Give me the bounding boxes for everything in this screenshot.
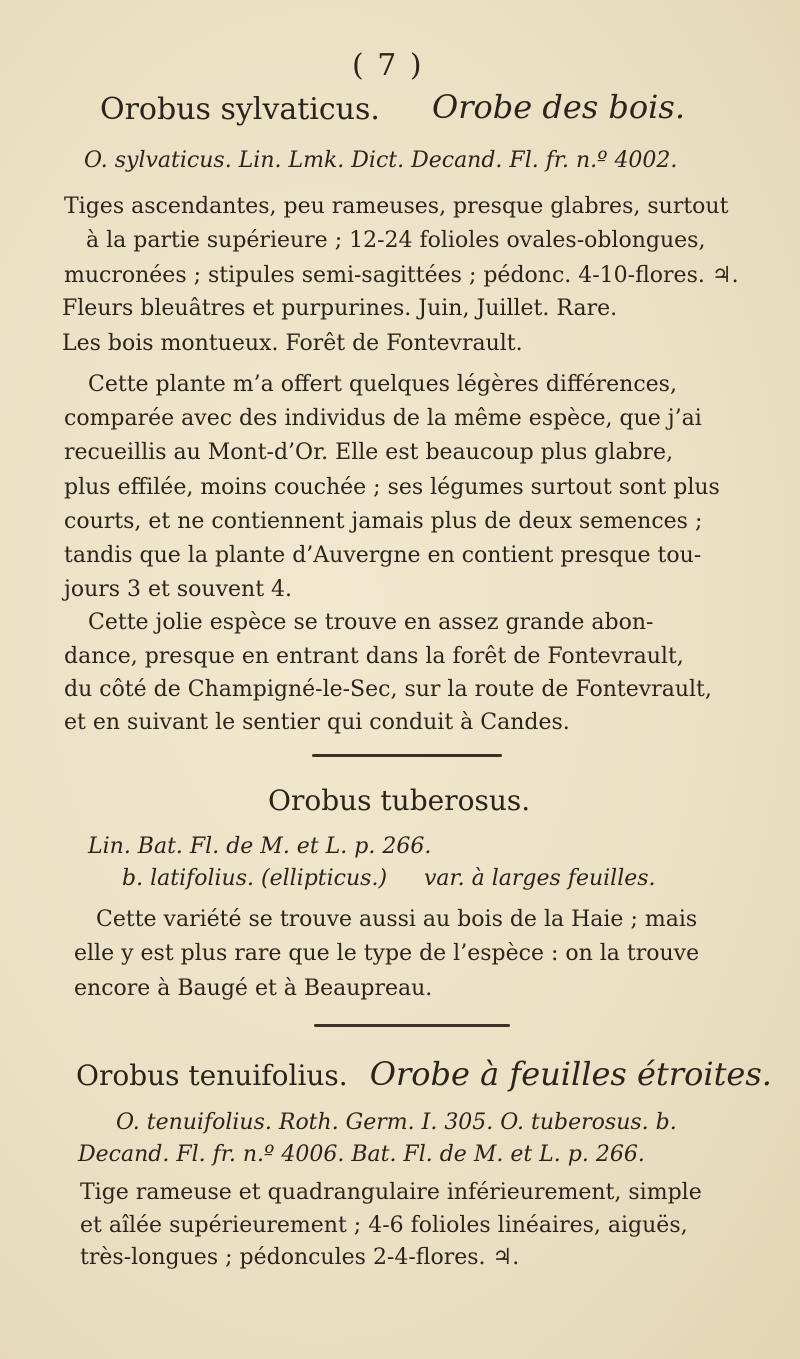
paragraph-line: et en suivant le sentier qui conduit à Candes.: [64, 710, 570, 735]
species-reference: O. tenuifolius. Roth. Germ. I. 305. O. tuberosus. b.: [116, 1110, 677, 1135]
paragraph-line: plus effilée, moins couchée ; ses légumes surtout sont plus: [64, 475, 720, 500]
description-line: Tiges ascendantes, peu rameuses, presque glabres, surtout: [64, 194, 729, 219]
section-title-orobus-sylvaticus: [100, 88, 685, 127]
paragraph-line: tandis que la plante d’Auvergne en contient presque tou-: [64, 543, 702, 568]
paragraph-line: comparée avec des individus de la même espèce, que j’ai: [64, 406, 702, 431]
description-line: à la partie supérieure ; 12-24 folioles ovales-oblongues,: [86, 228, 706, 253]
variety-note: var. à larges feuilles.: [424, 866, 656, 891]
description-line: et aîlée supérieurement ; 4-6 folioles linéaires, aiguës,: [80, 1213, 688, 1238]
paragraph-line: du côté de Champigné-le-Sec, sur la route de Fontevrault,: [64, 677, 712, 702]
title-french: Orobe des bois.: [432, 88, 685, 126]
description-line: mucronées ; stipules semi-sagittées ; pédonc. 4-10-flores. ♃.: [64, 263, 739, 288]
paragraph-line: elle y est plus rare que le type de l’espèce : on la trouve: [74, 941, 700, 966]
species-reference: O. sylvaticus. Lin. Lmk. Dict. Decand. Fl. fr. n.º 4002.: [84, 148, 678, 173]
paragraph-line: Cette jolie espèce se trouve en assez grande abon-: [88, 610, 654, 635]
paragraph-line: Cette plante m’a offert quelques légères différences,: [88, 372, 677, 397]
species-reference: Decand. Fl. fr. n.º 4006. Bat. Fl. de M. et L. p. 266.: [78, 1142, 645, 1167]
paragraph-line: courts, et ne contiennent jamais plus de deux semences ;: [64, 509, 703, 534]
title-french: Orobe à feuilles étroites.: [369, 1055, 772, 1093]
section-title-orobus-tenuifolius: [76, 1055, 772, 1093]
section-title-orobus-tuberosus: Orobus tuberosus.: [268, 784, 531, 817]
paragraph-line: jours 3 et souvent 4.: [64, 577, 293, 602]
description-line: Les bois montueux. Forêt de Fontevrault.: [62, 331, 523, 356]
paragraph-line: dance, presque en entrant dans la forêt de Fontevrault,: [64, 644, 684, 669]
page-number: ( 7 ): [352, 48, 424, 83]
title-latin: Orobus sylvaticus.: [100, 92, 380, 127]
variety-name: b. latifolius. (ellipticus.): [122, 866, 388, 891]
title-latin: Orobus tenuifolius.: [76, 1059, 348, 1092]
paragraph-line: encore à Baugé et à Beaupreau.: [74, 976, 433, 1001]
paragraph-line: recueillis au Mont-d’Or. Elle est beaucoup plus glabre,: [64, 440, 674, 465]
description-line: Fleurs bleuâtres et purpurines. Juin, Juillet. Rare.: [62, 296, 618, 321]
species-reference: Lin. Bat. Fl. de M. et L. p. 266.: [88, 834, 432, 859]
description-line: très-longues ; pédoncules 2-4-flores. ♃.: [80, 1245, 520, 1270]
section-divider: [312, 754, 502, 757]
section-divider: [314, 1024, 510, 1027]
description-line: Tige rameuse et quadrangulaire inférieurement, simple: [80, 1180, 702, 1205]
paragraph-line: Cette variété se trouve aussi au bois de la Haie ; mais: [96, 907, 698, 932]
